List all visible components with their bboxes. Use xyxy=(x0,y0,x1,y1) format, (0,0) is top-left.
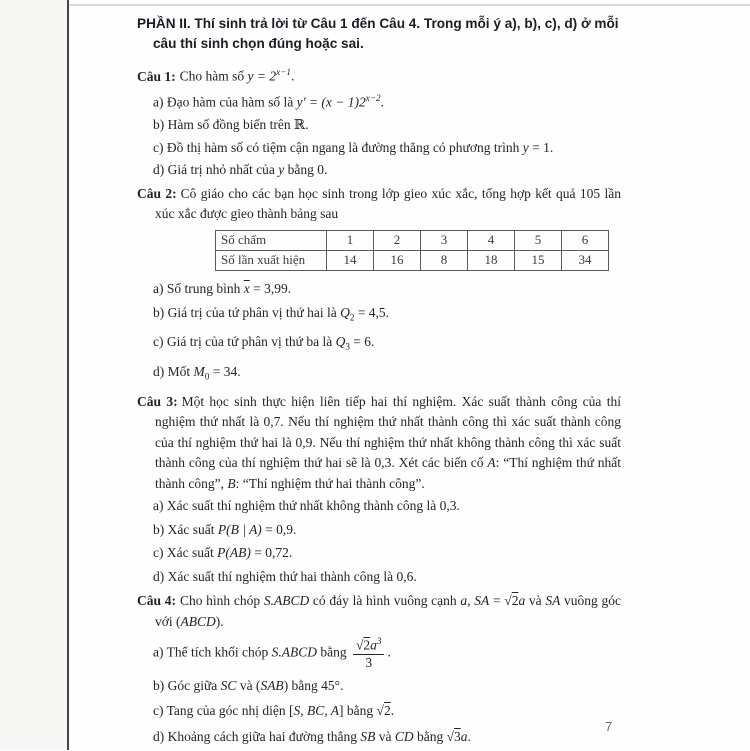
text-segment: và xyxy=(375,728,395,744)
math-expression: P(B | A) xyxy=(217,521,262,537)
math-expression: Q xyxy=(340,304,350,320)
text-segment: = 1. xyxy=(528,139,554,155)
question-4-item-c xyxy=(137,700,621,722)
table-row xyxy=(216,230,609,250)
question-1-label: Câu 1: xyxy=(137,68,176,84)
math-expression: A xyxy=(487,455,496,471)
table-cell: 15 xyxy=(515,250,562,270)
math-expression: y′ = (x − 1)2 xyxy=(296,94,366,110)
text-segment: d) Giá trị nhỏ nhất của xyxy=(153,162,279,177)
radicand: 2 xyxy=(383,703,391,719)
page-left-margin xyxy=(0,0,69,750)
page-top-edge-line xyxy=(69,4,750,6)
sqrt-sign: √ xyxy=(376,703,384,719)
text-segment: a) Số trung bình xyxy=(153,280,244,296)
math-expression: SAB xyxy=(260,677,284,693)
question-2-item-d xyxy=(137,360,621,389)
question-1-intro xyxy=(137,62,621,87)
table-cell: 5 xyxy=(515,230,562,250)
text-segment: . xyxy=(467,728,471,744)
question-1-item-a xyxy=(137,88,621,113)
page-number: 7 xyxy=(605,719,613,734)
math-expression: P(AB) xyxy=(217,545,251,561)
math-expression: S.ABCD xyxy=(263,593,310,609)
question-2-item-c xyxy=(137,330,621,359)
table-cell: Số chấm xyxy=(216,230,327,250)
text-segment: Cho hình chóp xyxy=(179,593,264,609)
text-segment: = 3,99. xyxy=(249,280,292,296)
subscript: 0 xyxy=(204,371,210,382)
math-expression: y xyxy=(522,139,529,155)
text-segment: = 6. xyxy=(349,334,375,350)
question-3 xyxy=(137,392,621,589)
question-2-label: Câu 2: xyxy=(137,185,177,201)
text-segment: ). xyxy=(215,613,224,629)
table-cell: 34 xyxy=(562,250,609,270)
table-cell: 16 xyxy=(374,250,421,270)
table-cell: 3 xyxy=(421,230,468,250)
math-expression: y xyxy=(278,162,285,177)
text-segment: bằng xyxy=(316,644,350,660)
text-segment: . xyxy=(387,644,391,660)
table-cell: 2 xyxy=(374,230,421,250)
table-cell: Số lần xuất hiện xyxy=(216,250,327,270)
table-cell: 18 xyxy=(468,250,515,270)
text-segment: = xyxy=(489,593,505,609)
table-cell: 14 xyxy=(327,250,374,270)
question-3-item-c xyxy=(137,542,621,565)
question-3-label: Câu 3: xyxy=(137,393,178,409)
question-1-item-d xyxy=(137,159,621,181)
question-4-item-d xyxy=(137,726,621,748)
fraction xyxy=(353,636,385,671)
question-4 xyxy=(137,591,621,747)
text-segment: , xyxy=(467,593,475,609)
math-expression: a xyxy=(460,593,468,609)
text-segment: vuông góc với ( xyxy=(155,593,621,629)
sqrt-sign: √ xyxy=(504,593,512,609)
text-segment: c) Đồ thị hàm số có tiệm cận ngang là đường thẳng có phương trình xyxy=(153,139,523,155)
text-segment: b) Góc giữa xyxy=(153,677,221,693)
radicand: 3 xyxy=(454,728,461,744)
sqrt-expression xyxy=(504,593,518,608)
text-segment: = 0,9. xyxy=(261,521,297,537)
dice-results-table xyxy=(215,230,609,271)
part-header: PHẦN II. Thí sinh trả lời từ Câu 1 đến Câu 4. Trong mỗi ý a), b), c), d) ở mỗi câu thí sinh chọn đúng hoặc sai. xyxy=(137,16,619,51)
sqrt-expression xyxy=(447,729,461,744)
text-segment: c) Xác suất xyxy=(153,545,218,561)
question-4-label: Câu 4: xyxy=(137,593,176,609)
math-expression: M xyxy=(193,363,205,379)
superscript: 3 xyxy=(376,636,382,647)
table-cell: 1 xyxy=(327,230,374,250)
question-4-intro xyxy=(137,591,621,632)
question-1-item-b: b) Hàm số đồng biến trên ℝ. xyxy=(153,117,309,132)
math-expression: B xyxy=(227,475,236,491)
math-expression: SA xyxy=(474,593,490,609)
math-expression: S.ABCD xyxy=(271,644,317,660)
sqrt-sign: √ xyxy=(355,637,364,653)
math-expression: y = 2 xyxy=(247,68,277,84)
text-segment: b) Xác suất xyxy=(153,521,218,537)
text-segment: bằng 0. xyxy=(284,162,328,177)
text-segment: Cho hàm số xyxy=(179,68,248,84)
math-expression: $\overline{x}$ xyxy=(243,280,250,296)
text-segment: Một học sinh thực hiện liên tiếp hai thí nghiệm. Xác suất thành công của thí nghiệm thứ nhất là 0,7. Nếu thí nghiệm thứ nhất thành công thì xác suất thành công của thí nghiệm thứ hai là 0,9. Nếu thí nghiệm thứ nhất không thành công thì xác suất thành công của thí nghiệm thứ hai sẽ là 0,3. Xét các biến cố xyxy=(155,393,621,471)
table-row xyxy=(216,250,609,270)
superscript: x−1 xyxy=(276,67,291,77)
text-segment: a) Thể tích khối chóp xyxy=(153,644,272,660)
text-segment: a) Đạo hàm của hàm số là xyxy=(153,94,297,110)
question-2-intro xyxy=(137,184,621,225)
radicand: 2 xyxy=(363,637,371,653)
question-1 xyxy=(137,62,621,181)
sqrt-sign: √ xyxy=(446,728,455,744)
math-expression: a xyxy=(370,637,377,653)
text-segment: b) Giá trị của tứ phân vị thứ hai là xyxy=(153,304,341,320)
math-expression: a xyxy=(518,593,526,609)
math-expression: ABCD xyxy=(180,613,216,629)
text-segment: Cô giáo cho các bạn học sinh trong lớp gieo xúc xắc, tổng hợp kết quả 105 lần xúc xắc được gieo thành bảng sau xyxy=(155,185,621,221)
question-4-item-b xyxy=(137,675,621,697)
subscript: 3 xyxy=(345,341,350,352)
question-1-item-c xyxy=(137,137,621,159)
question-3-intro xyxy=(137,392,621,495)
text-segment: : “Thí nghiệm thứ hai thành công”. xyxy=(235,475,425,491)
text-segment: ] bằng xyxy=(339,703,377,719)
text-segment: : “Thí nghiệm thứ nhất thành công”, xyxy=(155,455,621,491)
radicand: 2 xyxy=(511,593,519,609)
table-cell: 8 xyxy=(421,250,468,270)
fraction-denominator: 3 xyxy=(365,654,373,670)
math-expression: Q xyxy=(335,334,346,350)
text-segment: = 4,5. xyxy=(354,304,390,320)
question-2-item-a xyxy=(137,277,621,300)
text-segment: ) bằng 45°. xyxy=(283,677,344,693)
subscript: 2 xyxy=(349,312,355,323)
superscript: x−2 xyxy=(365,93,381,103)
sqrt-expression xyxy=(377,703,391,718)
math-expression: SA xyxy=(545,593,561,609)
text-segment: . xyxy=(291,68,295,84)
text-segment: có đáy là hình vuông cạnh xyxy=(309,593,461,609)
exam-page xyxy=(137,14,621,751)
question-4-item-a xyxy=(137,636,621,671)
text-segment: . xyxy=(390,703,395,719)
question-3-item-a: a) Xác suất thí nghiệm thứ nhất không thành công là 0,3. xyxy=(153,498,460,514)
text-segment: c) Tang của góc nhị diện [ xyxy=(153,703,294,719)
table-cell: 6 xyxy=(562,230,609,250)
math-expression: a xyxy=(460,728,468,744)
math-expression: SB xyxy=(360,728,376,744)
text-segment: c) Giá trị của tứ phân vị thứ ba là xyxy=(153,334,336,350)
math-expression: SC xyxy=(220,677,237,693)
text-segment: bằng xyxy=(413,728,447,744)
math-expression: S, BC, A xyxy=(293,703,340,719)
question-2-item-b xyxy=(137,301,621,330)
math-expression: CD xyxy=(394,728,414,744)
text-segment: = 0,72. xyxy=(250,545,293,561)
question-3-item-d: d) Xác suất thí nghiệm thứ hai thành công là 0,6. xyxy=(153,568,417,584)
fraction-numerator xyxy=(353,636,385,655)
text-segment: và xyxy=(525,593,546,609)
text-segment: d) Khoảng cách giữa hai đường thẳng xyxy=(153,728,361,744)
text-segment: = 34. xyxy=(209,363,241,379)
question-3-item-b xyxy=(137,519,621,542)
text-segment: . xyxy=(380,94,384,110)
table-cell: 4 xyxy=(468,230,515,250)
question-2 xyxy=(137,184,621,389)
text-segment: d) Mốt xyxy=(153,363,194,379)
text-segment: và ( xyxy=(236,677,261,693)
